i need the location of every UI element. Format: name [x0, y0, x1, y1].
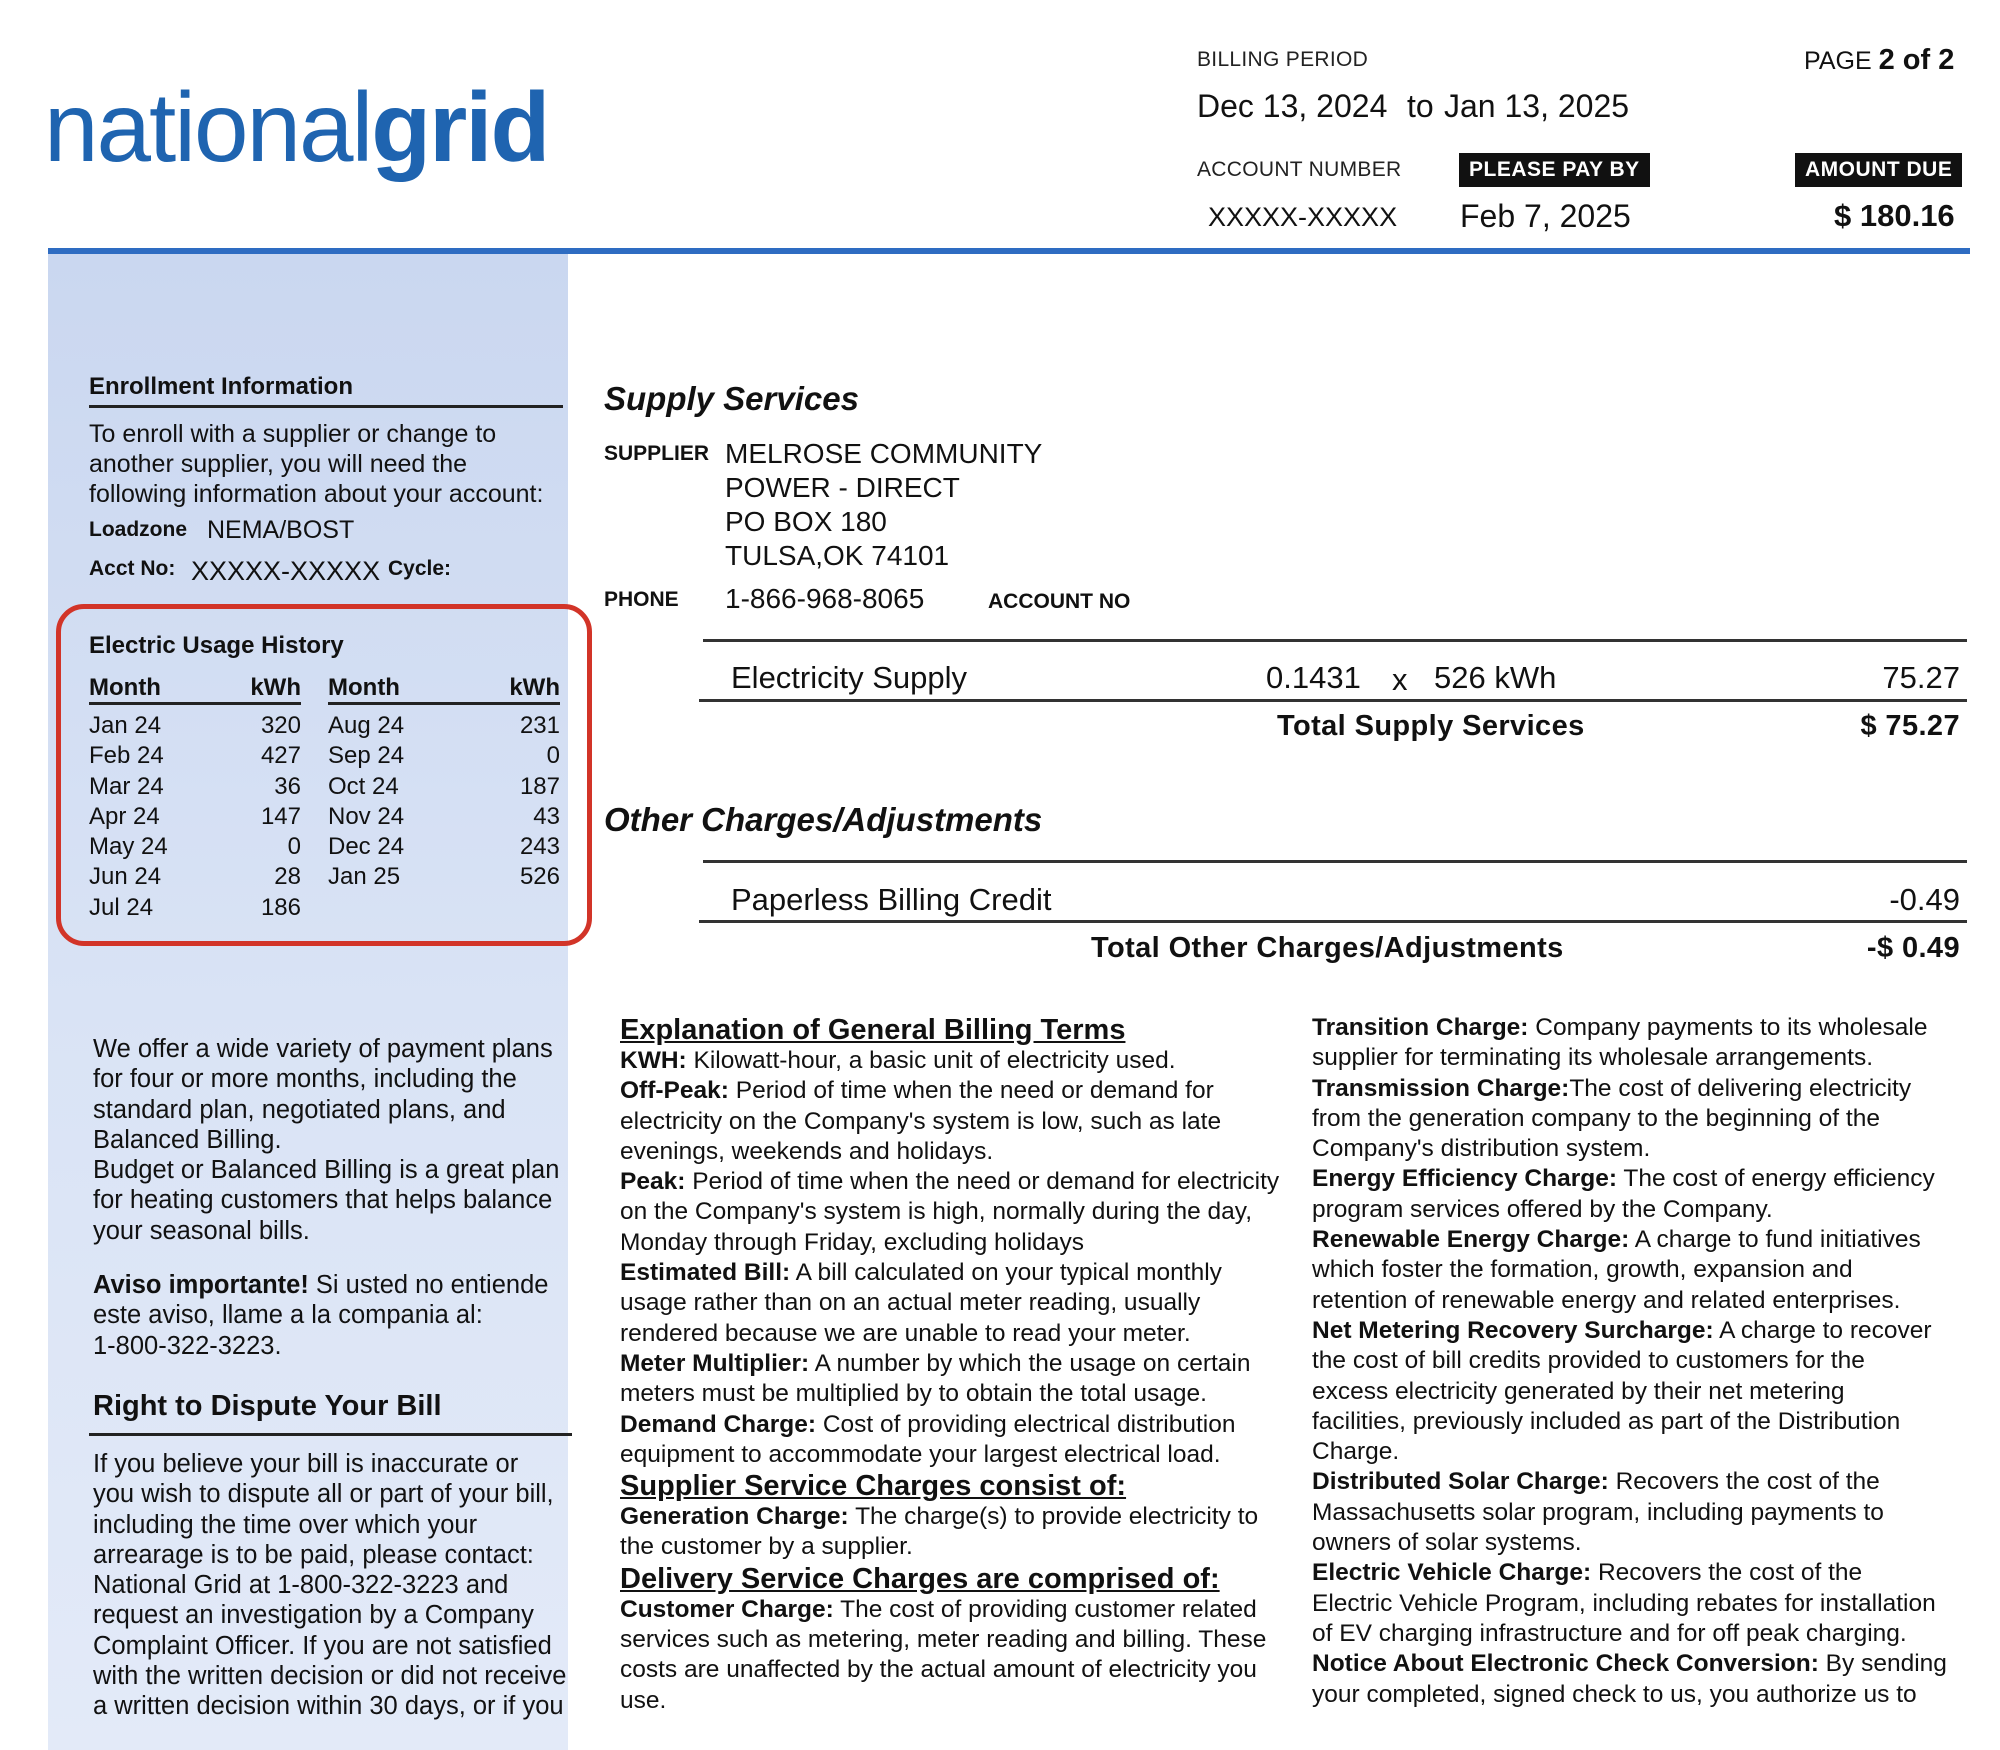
term-def: Cost of providing electrical distribution: [816, 1410, 1236, 1438]
term-def: A charge to fund initiatives: [1629, 1226, 1921, 1254]
usage-month: Jun 24: [89, 863, 162, 891]
term-def: A number by which the usage on certain: [809, 1349, 1251, 1377]
paperless-credit-amount: -0.49: [1889, 882, 1960, 917]
term-def: meters must be multiplied by to obtain the total usage.: [620, 1380, 1207, 1408]
enrollment-text: [89, 419, 543, 509]
dispute-title: Right to Dispute Your Bill: [93, 1390, 442, 1422]
loadzone-value: NEMA/BOST: [207, 516, 355, 544]
dispute-text: [93, 1449, 566, 1722]
term-def: equipment to accommodate your largest electrical load.: [620, 1440, 1221, 1468]
term-def: usage rather than on an actual meter reading, usually: [620, 1289, 1201, 1317]
dispute-line: with the written decision or did not receive: [93, 1662, 567, 1691]
usage-month: Dec 24: [328, 833, 405, 861]
aviso-bold: Aviso importante!: [93, 1271, 309, 1299]
account-number-label: ACCOUNT NUMBER: [1197, 158, 1402, 181]
usage-title: Electric Usage History: [89, 632, 344, 659]
usage-left-column: [89, 711, 301, 923]
term-def: supplier for terminating its wholesale arrangements.: [1312, 1044, 1874, 1072]
term-def: The cost of providing customer related: [833, 1595, 1257, 1623]
term-def: which foster the formation, growth, expansion and: [1312, 1256, 1853, 1284]
term-def: Electric Vehicle Program, including rebates for installation: [1312, 1589, 1936, 1617]
payment-line: for four or more months, including the: [93, 1065, 517, 1094]
account-number: XXXXX-XXXXX: [1208, 202, 1398, 232]
term-def: Kilowatt-hour, a basic unit of electricity used.: [686, 1047, 1176, 1074]
payment-plans-text: [93, 1034, 559, 1246]
term-demand-charge: Demand Charge:: [620, 1410, 817, 1438]
account-no-label: ACCOUNT NO: [988, 590, 1131, 613]
page-label: PAGE: [1804, 47, 1872, 75]
supply-bottom-rule: [699, 699, 1967, 702]
page-value: 2 of 2: [1878, 44, 1955, 76]
term-def: Company's distribution system.: [1312, 1135, 1651, 1163]
payment-line: for heating customers that helps balance: [93, 1186, 553, 1215]
enrollment-line: another supplier, you will need the: [89, 450, 468, 478]
phone-label: PHONE: [604, 588, 679, 611]
term-def: use.: [620, 1686, 667, 1714]
usage-kwh: 320: [260, 712, 301, 739]
usage-kwh: 186: [260, 893, 301, 921]
total-other-label: Total Other Charges/Adjustments: [1091, 932, 1564, 964]
dispute-rule: [89, 1433, 572, 1436]
logo-light-text: national: [44, 72, 372, 182]
term-def: Massachusetts solar program, including payments to: [1312, 1498, 1884, 1526]
term-kwh: KWH:: [620, 1047, 687, 1074]
term-def: Period of time when the need or demand for electricity: [685, 1168, 1280, 1196]
usage-header-month: Month: [89, 674, 161, 701]
usage-month: Jul 24: [89, 893, 154, 921]
supply-rate: 0.1431: [1266, 660, 1361, 695]
payment-line: standard plan, negotiated plans, and: [93, 1095, 506, 1124]
supplier-address: [725, 437, 1042, 573]
term-def: program services offered by the Company.: [1312, 1195, 1773, 1223]
supplier-line: POWER - DIRECT: [725, 472, 960, 503]
usage-month: Jan 24: [89, 712, 162, 739]
term-def: of EV charging infrastructure and for off peak charging.: [1312, 1619, 1907, 1647]
billing-period-from: Dec 13, 2024: [1197, 88, 1388, 124]
payment-line: Budget or Balanced Billing is a great plan: [93, 1156, 560, 1185]
term-def: services such as metering, meter reading and billing. These: [620, 1626, 1267, 1654]
term-def: A charge to recover: [1713, 1316, 1932, 1344]
term-def: rendered because we are unable to read your meter.: [620, 1319, 1191, 1347]
term-def: The charge(s) to provide electricity to: [848, 1503, 1259, 1531]
dispute-line: National Grid at 1-800-322-3223 and: [93, 1571, 509, 1600]
term-meter-multiplier: Meter Multiplier:: [620, 1349, 810, 1377]
supply-times: x: [1392, 662, 1408, 697]
acct-no-value: XXXXX-XXXXX: [191, 556, 381, 586]
usage-row: [89, 741, 301, 771]
supply-top-rule: [703, 639, 1967, 642]
term-def: retention of renewable energy and related enterprises.: [1312, 1286, 1901, 1314]
term-def: the cost of bill credits provided to customers for the: [1312, 1347, 1865, 1375]
term-def: facilities, previously included as part of the Distribution: [1312, 1407, 1901, 1435]
term-def: your completed, signed check to us, you authorize us to: [1312, 1680, 1917, 1708]
supply-usage: 526 kWh: [1434, 660, 1557, 695]
billing-period-to: Jan 13, 2025: [1444, 88, 1630, 124]
usage-header-kwh: kWh: [509, 674, 560, 701]
usage-month: Nov 24: [328, 802, 405, 830]
dispute-line: arrearage is to be paid, please contact:: [93, 1540, 534, 1569]
usage-kwh: 147: [260, 802, 301, 830]
supplier-phone: 1-866-968-8065: [725, 583, 925, 614]
supply-services-title: Supply Services: [604, 380, 859, 417]
usage-row: [328, 711, 560, 741]
term-def: costs are unaffected by the actual amount of electricity you: [620, 1656, 1257, 1684]
term-def: A bill calculated on your typical monthly: [790, 1259, 1222, 1287]
usage-header-kwh: kWh: [250, 674, 301, 701]
enrollment-line: following information about your account:: [89, 480, 544, 508]
usage-month: Aug 24: [328, 712, 405, 739]
total-other-amount: -$ 0.49: [1866, 932, 1960, 964]
usage-row: [328, 741, 560, 771]
term-def: By sending: [1818, 1650, 1947, 1678]
usage-right-column: [328, 711, 560, 893]
billing-terms-right: [1312, 1013, 1992, 1710]
aviso-line: 1-800-322-3223.: [93, 1331, 282, 1360]
term-def: The cost of energy efficiency: [1616, 1165, 1935, 1193]
term-net-metering-surcharge: Net Metering Recovery Surcharge:: [1312, 1316, 1714, 1344]
term-transition-charge: Transition Charge:: [1312, 1014, 1529, 1041]
electricity-supply-label: Electricity Supply: [731, 660, 968, 695]
amount-due-value: $ 180.16: [1834, 198, 1955, 233]
loadzone-label: Loadzone: [89, 518, 187, 541]
billing-terms-heading: Explanation of General Billing Terms: [620, 1014, 1126, 1046]
delivery-charges-heading: Delivery Service Charges are comprised of:: [620, 1562, 1220, 1595]
usage-kwh: 28: [274, 863, 301, 891]
term-transmission-charge: Transmission Charge:: [1312, 1074, 1570, 1102]
term-def: evenings, weekends and holidays.: [620, 1137, 994, 1165]
supplier-line: MELROSE COMMUNITY: [725, 438, 1043, 469]
usage-month: May 24: [89, 833, 168, 861]
term-def: Charge.: [1312, 1438, 1400, 1466]
usage-row: [328, 862, 560, 892]
enrollment-rule: [89, 405, 563, 408]
dispute-line: request an investigation by a Company: [93, 1601, 534, 1630]
usage-month: Mar 24: [89, 772, 164, 800]
term-def: the customer by a supplier.: [620, 1533, 913, 1561]
term-def: Recovers the cost of the: [1591, 1559, 1863, 1587]
payment-line: We offer a wide variety of payment plans: [93, 1035, 553, 1063]
term-def: Recovers the cost of the: [1608, 1468, 1880, 1496]
usage-kwh: 43: [533, 802, 560, 830]
usage-row: [89, 772, 301, 802]
pay-by-date: Feb 7, 2025: [1460, 198, 1631, 234]
supply-charge-amount: 75.27: [1882, 660, 1960, 695]
usage-row: [328, 832, 560, 862]
dispute-line: Complaint Officer. If you are not satisfied: [93, 1631, 552, 1660]
term-offpeak: Off-Peak:: [620, 1077, 729, 1105]
usage-kwh: 427: [260, 742, 301, 770]
billing-period-to-word: to: [1407, 88, 1434, 124]
usage-row: [89, 711, 301, 741]
term-energy-efficiency-charge: Energy Efficiency Charge:: [1312, 1165, 1617, 1193]
aviso-line: este aviso, llame a la compania al:: [93, 1301, 483, 1330]
usage-month: Apr 24: [89, 802, 160, 830]
term-def: Period of time when the need or demand for: [728, 1077, 1214, 1105]
term-electronic-check-notice: Notice About Electronic Check Conversion:: [1312, 1650, 1819, 1678]
usage-kwh: 231: [519, 712, 560, 739]
amount-due-label: AMOUNT DUE: [1795, 153, 1962, 187]
term-def: from the generation company to the beginning of the: [1312, 1104, 1880, 1132]
term-peak: Peak:: [620, 1168, 686, 1196]
aviso-line: Si usted no entiende: [308, 1271, 549, 1299]
term-def: The cost of delivering electricity: [1569, 1074, 1912, 1102]
enrollment-title: Enrollment Information: [89, 373, 353, 400]
supplier-charges-heading: Supplier Service Charges consist of:: [620, 1470, 1127, 1503]
usage-kwh: 243: [519, 833, 560, 861]
usage-header-month: Month: [328, 674, 400, 701]
other-top-rule: [703, 860, 1967, 863]
cycle-label: Cycle:: [388, 557, 452, 580]
usage-row: [328, 772, 560, 802]
other-bottom-rule: [699, 920, 1967, 923]
usage-month: Sep 24: [328, 742, 405, 770]
billing-period-label: BILLING PERIOD: [1197, 48, 1369, 71]
dispute-line: including the time over which your: [93, 1510, 478, 1539]
term-def: on the Company's system is high, normally during the day,: [620, 1198, 1252, 1226]
usage-row: [89, 802, 301, 832]
national-grid-logo: [44, 72, 549, 182]
term-def: electricity on the Company's system is low, such as late: [620, 1107, 1222, 1135]
payment-line: Balanced Billing.: [93, 1125, 282, 1154]
aviso-text: [93, 1270, 548, 1361]
term-customer-charge: Customer Charge:: [620, 1595, 834, 1623]
acct-no-label: Acct No:: [89, 557, 176, 580]
usage-kwh: 187: [519, 772, 560, 800]
usage-month: Oct 24: [328, 772, 399, 800]
dispute-line: If you believe your bill is inaccurate or: [93, 1450, 519, 1478]
usage-row: [89, 893, 301, 923]
usage-rule: [328, 702, 560, 705]
paperless-credit-label: Paperless Billing Credit: [731, 882, 1052, 917]
term-electric-vehicle-charge: Electric Vehicle Charge:: [1312, 1559, 1592, 1587]
enrollment-line: To enroll with a supplier or change to: [89, 420, 497, 448]
payment-line: your seasonal bills.: [93, 1216, 310, 1245]
usage-rule: [89, 702, 301, 705]
term-renewable-energy-charge: Renewable Energy Charge:: [1312, 1226, 1630, 1254]
usage-kwh: 526: [519, 863, 560, 891]
logo-bold-text: grid: [371, 72, 549, 182]
total-supply-amount: $ 75.27: [1860, 710, 1960, 742]
billing-terms-left: [620, 1014, 1305, 1716]
term-def: excess electricity generated by their net metering: [1312, 1377, 1845, 1405]
term-generation-charge: Generation Charge:: [620, 1503, 849, 1531]
usage-kwh: 36: [274, 772, 301, 800]
usage-month: Jan 25: [328, 863, 401, 891]
total-supply-label: Total Supply Services: [1277, 710, 1585, 742]
usage-row: [89, 862, 301, 892]
usage-row: [89, 832, 301, 862]
term-distributed-solar-charge: Distributed Solar Charge:: [1312, 1468, 1609, 1496]
term-def: Monday through Friday, excluding holidays: [620, 1228, 1084, 1256]
term-estimated-bill: Estimated Bill:: [620, 1259, 791, 1287]
page-indicator: [1804, 44, 1954, 77]
supplier-label: SUPPLIER: [604, 442, 710, 465]
other-charges-title: Other Charges/Adjustments: [604, 801, 1043, 838]
dispute-line: a written decision within 30 days, or if you: [93, 1692, 564, 1721]
supplier-line: PO BOX 180: [725, 506, 887, 537]
term-def: owners of solar systems.: [1312, 1529, 1582, 1557]
usage-row: [328, 802, 560, 832]
supplier-line: TULSA,OK 74101: [725, 540, 950, 571]
usage-month: Feb 24: [89, 742, 164, 770]
usage-kwh: 0: [287, 833, 301, 861]
pay-by-label: PLEASE PAY BY: [1459, 153, 1650, 187]
usage-kwh: 0: [546, 742, 560, 770]
dispute-line: you wish to dispute all or part of your bill,: [93, 1480, 554, 1509]
term-def: Company payments to its wholesale: [1528, 1014, 1928, 1041]
